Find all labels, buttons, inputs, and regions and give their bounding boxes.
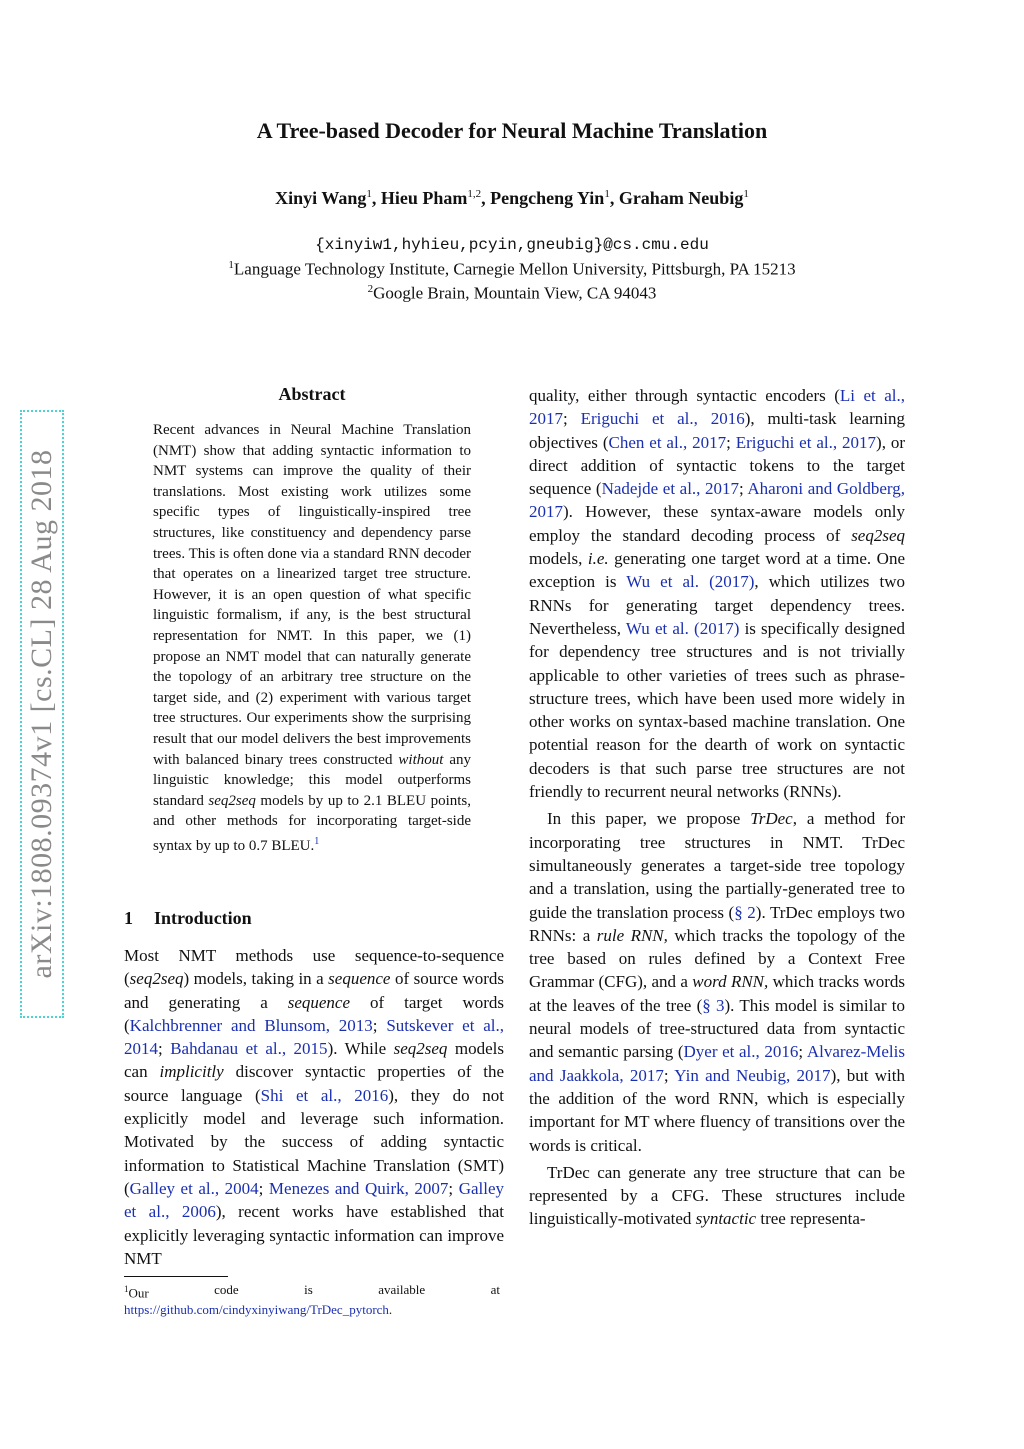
- section-link[interactable]: § 2: [734, 902, 756, 922]
- text: generating one target word at a time. One exception is: [529, 549, 905, 592]
- citation-link[interactable]: Dyer et al., 2016: [683, 1042, 799, 1062]
- author-name: Xinyi Wang: [275, 188, 367, 208]
- abstract-emphasis: seq2seq: [208, 792, 256, 809]
- text: TrDec can generate any tree structure that can be represented by a CFG. These structures include linguistically-motivated: [529, 1162, 905, 1229]
- abstract-text: Recent advances in Neural Machine Translation (NMT) show that adding syntactic information to NMT systems can improve the quality of their translations. Most existing work utilizes some specific types of linguistically-inspired tree structures, like constituency and dependency parse trees. This is often done via a standard RNN decoder that operates on a linearized target tree structure. However, it is an open question of what specific linguistic formalism, if any, is the best structural representation for NMT. In this paper, we (1) propose an NMT model that can naturally generate the topology of an arbitrary tree structure on the target side, and (2) experiment with various target tree structures. Our experiments show the surprising result that our model delivers the best improvements with balanced binary trees constructed: [153, 422, 471, 768]
- text: ;: [448, 1178, 454, 1198]
- paper-title: A Tree-based Decoder for Neural Machine Translation: [256, 118, 768, 143]
- citation-link[interactable]: Menezes and Quirk, 2007: [268, 1178, 449, 1198]
- author-emails: {xinyiw1,hyhieu,pcyin,gneubig}@cs.cmu.edu: [315, 236, 709, 254]
- emphasis: i.e.: [587, 549, 609, 569]
- citation-link[interactable]: Sutskever et al., 2014: [124, 1015, 505, 1059]
- text: models can: [124, 1039, 504, 1082]
- footnote-word: is: [304, 1282, 313, 1297]
- text: ), they do not explicitly model and leverage such information. Motivated by the success of adding syntactic information to Statistical Machine Translation (SMT) (: [124, 1085, 505, 1198]
- citation-link[interactable]: Li et al., 2017: [529, 386, 905, 429]
- text: ;: [258, 1178, 264, 1198]
- abstract-body: [153, 420, 471, 856]
- text: ), multi-task learning objectives (: [529, 409, 905, 452]
- footnote-ref[interactable]: 1: [314, 835, 320, 847]
- text: ). While: [327, 1039, 387, 1059]
- author-name: Hieu Pham: [380, 188, 468, 208]
- citation-link[interactable]: Yin and Neubig, 2017: [674, 1065, 831, 1085]
- footnote-word: [124, 1281, 149, 1301]
- text: models,: [529, 549, 583, 569]
- right-column: [529, 384, 905, 1231]
- affiliation-text: Language Technology Institute, Carnegie Mellon University, Pittsburgh, PA 15213: [233, 259, 796, 279]
- text: In this paper, we propose: [547, 809, 741, 829]
- text: discover syntactic properties of the source language (: [124, 1062, 505, 1105]
- footnote-mark: 1: [124, 1284, 129, 1294]
- citation-link[interactable]: Eriguchi et al., 2016: [580, 409, 745, 429]
- text: ), or direct addition of syntactic tokens to the target sequence (: [529, 432, 906, 499]
- author-name: Graham Neubig: [618, 188, 744, 208]
- repository-link[interactable]: https://github.com/cindyxinyiwang/TrDec_pytorch: [124, 1302, 389, 1318]
- citation-link[interactable]: Galley et al., 2006: [124, 1178, 505, 1222]
- text: ;: [663, 1065, 669, 1085]
- text: which tracks the topology of the tree based on rules defined by a Context Free Grammar (CFG), and a: [529, 925, 906, 992]
- text: ). However, these syntax-aware models only employ the standard decoding process of: [529, 502, 905, 545]
- emphasis: sequence: [328, 969, 391, 989]
- section-number: 1: [124, 908, 133, 928]
- footnote-word-text: Our: [128, 1285, 149, 1301]
- footnote-rule: [124, 1276, 228, 1277]
- author-affiliation-mark: 1: [366, 188, 372, 200]
- citation-link[interactable]: Galley et al., 2004: [129, 1178, 259, 1198]
- author-affiliation-mark: 1: [743, 188, 749, 200]
- text: ), recent works have established that explicitly leveraging syntactic information can improve NMT: [124, 1202, 504, 1268]
- abstract-emphasis: without: [398, 751, 444, 768]
- author-affiliation-mark: 1: [604, 188, 610, 200]
- emphasis: implicitly: [159, 1062, 224, 1082]
- text: ), but with the addition of the word RNN, which is especially important for MT where fluency of transitions over the words is critical.: [529, 1065, 906, 1155]
- text: quality, either through syntactic encoders (: [529, 386, 840, 405]
- left-column: [124, 944, 504, 1270]
- affiliation-line: [0, 259, 1024, 280]
- emphasis: word RNN,: [692, 972, 769, 992]
- citation-link[interactable]: Kalchbrenner and Blunsom, 2013: [129, 1015, 373, 1035]
- paragraph: [529, 384, 905, 803]
- emphasis: seq2seq: [393, 1039, 448, 1059]
- citation-link[interactable]: Eriguchi et al., 2017: [735, 432, 877, 452]
- citation-link[interactable]: Wu et al. (2017): [625, 618, 740, 638]
- affiliation-line: [0, 283, 1024, 304]
- citation-link[interactable]: Chen et al., 2017: [608, 432, 727, 452]
- text: of target words (: [124, 992, 505, 1035]
- citation-link[interactable]: Bahdanau et al., 2015: [170, 1039, 328, 1059]
- arxiv-identifier: arXiv:1808.09374v1 [cs.CL] 28 Aug 2018: [25, 449, 58, 979]
- footnote-word: available: [378, 1282, 426, 1297]
- affiliation-text: Google Brain, Mountain View, CA 94043: [373, 283, 657, 303]
- footnote-line: [124, 1281, 500, 1301]
- text: ;: [798, 1042, 804, 1062]
- citation-link[interactable]: Shi et al., 2016: [260, 1085, 389, 1105]
- text: ;: [158, 1039, 163, 1059]
- emphasis: seq2seq: [851, 525, 906, 545]
- text: ) models, taking in a: [183, 969, 324, 989]
- footnote: [124, 1281, 500, 1318]
- author-affiliation-mark: 1,2: [467, 188, 482, 200]
- emphasis: TrDec: [750, 809, 793, 829]
- text: ;: [726, 432, 731, 452]
- paragraph: [529, 807, 905, 1156]
- arxiv-stamp: [20, 410, 64, 1018]
- text: which tracks words at the leaves of the tree (: [529, 972, 906, 1015]
- citation-link[interactable]: Alvarez-Melis and Jaakkola, 2017: [529, 1042, 905, 1085]
- text: ). TrDec employs two RNNs: a: [529, 902, 906, 945]
- abstract-heading: Abstract: [278, 384, 346, 404]
- text: ;: [563, 409, 568, 429]
- abstract-text: any linguistic knowledge; this model outperforms standard: [153, 751, 472, 809]
- citation-link[interactable]: Wu et al. (2017): [626, 572, 755, 592]
- text: of source words and generating a: [124, 969, 505, 1012]
- emphasis: rule RNN,: [596, 925, 668, 945]
- footnote-word: .: [388, 1302, 393, 1318]
- affiliation-mark: 2: [367, 283, 374, 295]
- text: is specifically designed for dependency tree structures and is not trivially applicable to other varieties of trees such as phrase-structure trees, which have been used more widely in other works on syntax-based machine translation. One potential reason for the dearth of work on syntactic decoders is that such parse tree structures are not friendly to recurrent neural networks (RNNs).: [529, 618, 906, 802]
- text: ;: [739, 479, 744, 499]
- paragraph: [529, 1161, 905, 1231]
- text: , a method for incorporating tree structures in NMT. TrDec simultaneously generates a target-side tree topology and a translation, using the partially-generated tree to guide the translation process (: [529, 809, 906, 922]
- footnote-word: at: [490, 1282, 500, 1297]
- paragraph: [124, 944, 504, 1270]
- footnote-line: [124, 1301, 500, 1318]
- emphasis: seq2seq: [129, 969, 184, 989]
- footnote-word: code: [214, 1282, 239, 1297]
- text: Most NMT methods use sequence-to-sequence (: [124, 946, 504, 989]
- text: ). This model is similar to neural models of tree-structured data from syntactic and semantic parsing (: [529, 995, 905, 1062]
- citation-link[interactable]: Aharoni and Goldberg, 2017: [529, 479, 905, 522]
- abstract-text: models by up to 2.1 BLEU points, and other methods for incorporating target-side syntax by up to 0.7 BLEU.: [153, 792, 472, 854]
- section-heading: [124, 908, 504, 929]
- author-list: Xinyi Wang$^1$, Hieu Pham$^{1,2}$, Pengcheng Yin$^1$, Graham Neubig$^1$: [275, 188, 749, 208]
- text: tree representa-: [760, 1209, 866, 1229]
- text: , which utilizes two RNNs for generating target dependency trees. Nevertheless,: [529, 572, 905, 638]
- text: ;: [372, 1015, 378, 1035]
- affiliation-mark: 1: [228, 259, 234, 271]
- author-name: Pengcheng Yin: [490, 188, 605, 208]
- emphasis: syntactic: [695, 1209, 757, 1229]
- section-title: Introduction: [154, 908, 252, 928]
- emphasis: sequence: [287, 992, 351, 1012]
- section-link[interactable]: § 3: [702, 995, 725, 1015]
- citation-link[interactable]: Nadejde et al., 2017: [601, 479, 740, 499]
